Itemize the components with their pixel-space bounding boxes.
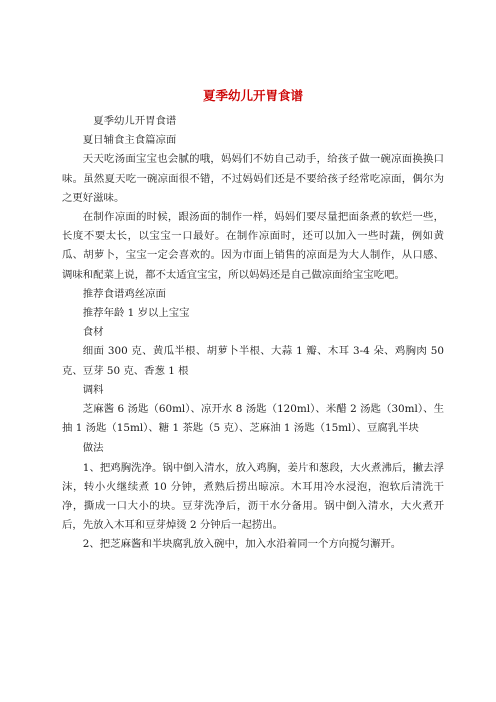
step-1: 1、把鸡胸洗净。锅中倒入清水，放入鸡胸，姜片和葱段，大火煮沸后，撇去浮沫，转小火继续煮 10 分钟，煮熟后捞出晾凉。木耳用冷水浸泡，泡软后清洗干净，撕成一口大小的块。豆芽洗净后，沥干水分备用。锅中倒入清水，大火煮开后，先放入木耳和豆芽焯烫 2 分钟后一起捞出。 bbox=[62, 461, 444, 532]
method-paragraph: 在制作凉面的时候，跟汤面的制作一样，妈妈们要尽量把面条煮的软烂一些，长度不要太长，以宝宝一口最好。在制作凉面时，还可以加入一些时蔬，例如黄瓜、胡萝卜，宝宝一定会喜欢的。因为市面上销售的凉面是为大人制作，从口感、调味和配菜上说，都不太适宜宝宝，所以妈妈还是自己做凉面给宝宝吃吧。 bbox=[62, 211, 444, 281]
seasoning-list: 芝麻酱 6 汤匙（60ml）、凉开水 8 汤匙（120ml）、米醋 2 汤匙（30ml）、生抽 1 汤匙（15ml）、糖 1 茶匙（5 克）、芝麻油 1 汤匙（15ml）、豆腐乳半块 bbox=[62, 403, 444, 435]
seasoning-heading: 调料 bbox=[82, 383, 104, 396]
subtitle-line: 夏季幼儿开胃食谱 bbox=[93, 115, 177, 127]
step-2: 2、把芝麻酱和半块腐乳放入碗中，加入水沿着同一个方向搅匀澥开。 bbox=[82, 538, 402, 551]
recommended-age: 推荐年龄 1 岁以上宝宝 bbox=[82, 307, 190, 320]
intro-paragraph: 天天吃汤面宝宝也会腻的哦，妈妈们不妨自己动手，给孩子做一碗凉面换换口味。虽然夏天吃一碗凉面很不错，不过妈妈们还是不要给孩子经常吃凉面，偶尔为之更好滋味。 bbox=[62, 153, 444, 204]
ingredients-heading: 食材 bbox=[82, 326, 104, 339]
steps-heading: 做法 bbox=[82, 442, 104, 455]
section-heading: 夏日辅食主食篇凉面 bbox=[82, 134, 177, 147]
document-title: 夏季幼儿开胃食谱 bbox=[202, 88, 303, 103]
recipe-name: 推荐食谱鸡丝凉面 bbox=[82, 287, 166, 300]
ingredients-list: 细面 300 克、黄瓜半根、胡萝卜半根、大蒜 1 瓣、木耳 3-4 朵、鸡胸肉 50 克、豆芽 50 克、香葱 1 根 bbox=[62, 345, 444, 377]
